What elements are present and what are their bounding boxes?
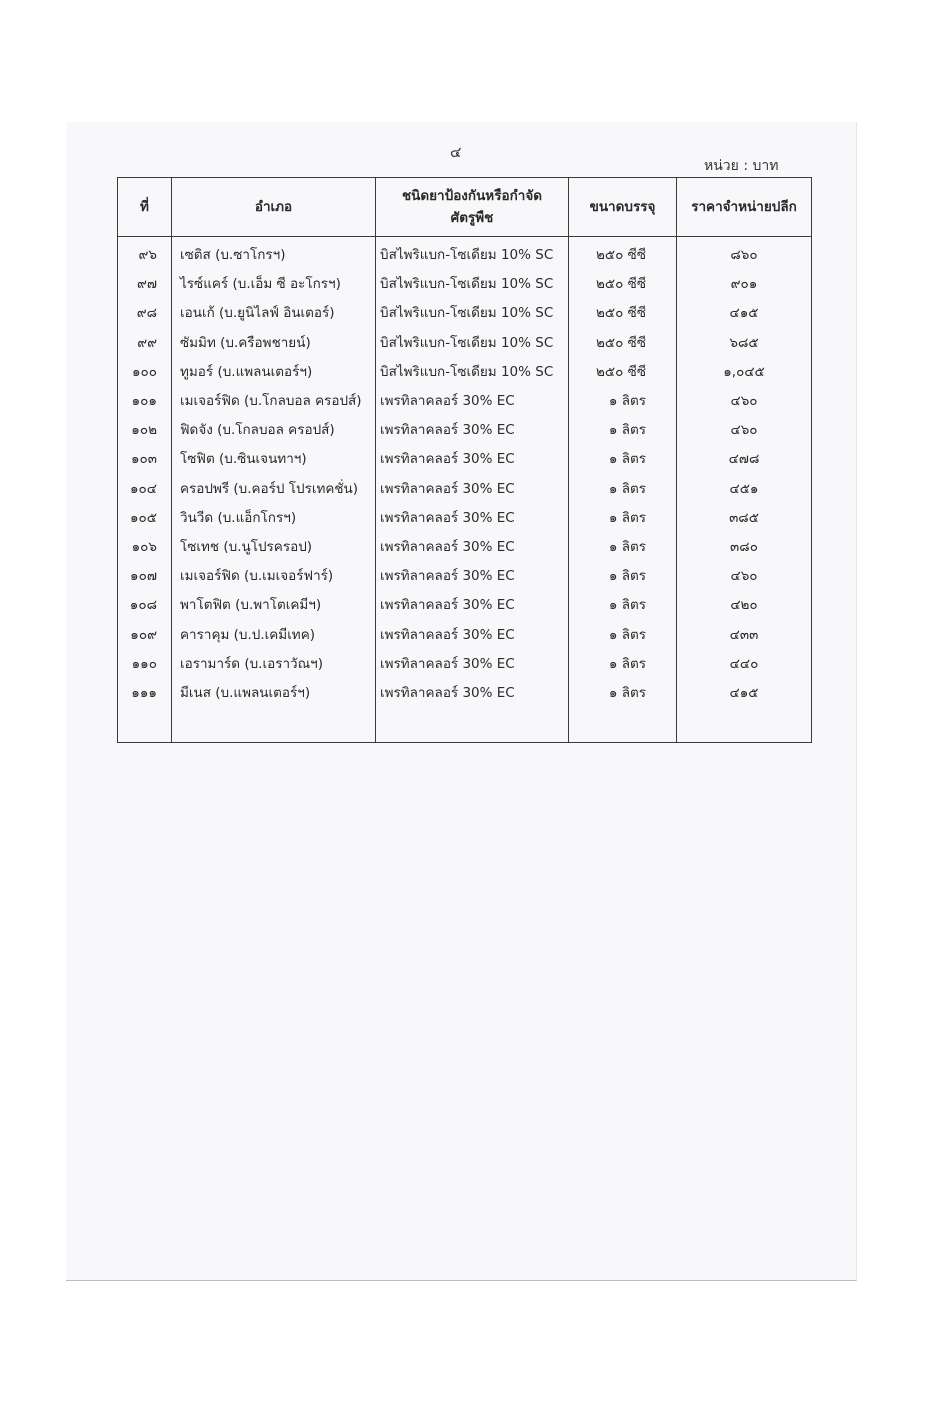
- cell-retail-price: ๔๓๓: [677, 620, 812, 649]
- cell-no: ๑๐๒: [118, 416, 172, 445]
- cell-retail-price: ๔๗๘: [677, 445, 812, 474]
- cell-package-size: ๑ ลิตร: [569, 475, 677, 504]
- cell-retail-price: ๔๖๐: [677, 562, 812, 591]
- cell-no: ๑๑๑: [118, 679, 172, 708]
- cell-active-ingredient: บิสไพริแบก-โซเดียม 10% SC: [376, 299, 569, 328]
- cell-no: ๑๐๖: [118, 533, 172, 562]
- header-retail-price: ราคาจำหน่ายปลีก: [677, 178, 812, 237]
- cell-no: ๑๑๐: [118, 650, 172, 679]
- cell-no: ๑๐๘: [118, 591, 172, 620]
- cell-active-ingredient: บิสไพริแบก-โซเดียม 10% SC: [376, 270, 569, 299]
- cell-no: ๙๗: [118, 270, 172, 299]
- unit-label: หน่วย : บาท: [704, 158, 779, 174]
- page-number: ๔: [450, 143, 462, 161]
- cell-active-ingredient: บิสไพริแบก-โซเดียม 10% SC: [376, 329, 569, 358]
- cell-trade-name: คาราคุม (บ.ป.เคมีเทค): [172, 620, 376, 649]
- cell-retail-price: ๔๒๐: [677, 591, 812, 620]
- cell-active-ingredient: เพรทิลาคลอร์ 30% EC: [376, 679, 569, 708]
- cell-retail-price: ๔๖๐: [677, 387, 812, 416]
- cell-no: ๙๙: [118, 329, 172, 358]
- cell-package-size: ๑ ลิตร: [569, 562, 677, 591]
- cell-trade-name: เมเจอร์ฟิด (บ.เมเจอร์ฟาร์): [172, 562, 376, 591]
- table-row: [118, 237, 812, 271]
- cell-active-ingredient: เพรทิลาคลอร์ 30% EC: [376, 591, 569, 620]
- cell-trade-name: พาโตฟิต (บ.พาโตเคมีฯ): [172, 591, 376, 620]
- cell-active-ingredient: เพรทิลาคลอร์ 30% EC: [376, 504, 569, 533]
- header-row: [118, 178, 812, 237]
- table-row: [118, 329, 812, 358]
- cell-trade-name: โซฟิต (บ.ซินเจนทาฯ): [172, 445, 376, 474]
- header-package-size: ขนาดบรรจุ: [569, 178, 677, 237]
- cell-trade-name: เอรามาร์ด (บ.เอราวัณฯ): [172, 650, 376, 679]
- cell-package-size: ๒๕๐ ซีซี: [569, 358, 677, 387]
- cell-package-size: ๑ ลิตร: [569, 445, 677, 474]
- cell-trade-name: เอนเก้ (บ.ยูนิไลฟ์ อินเตอร์): [172, 299, 376, 328]
- cell-no: ๙๘: [118, 299, 172, 328]
- cell-retail-price: ๖๘๕: [677, 329, 812, 358]
- cell-no: ๑๐๙: [118, 620, 172, 649]
- cell-active-ingredient: เพรทิลาคลอร์ 30% EC: [376, 562, 569, 591]
- cell-trade-name: เซติส (บ.ซาโกรฯ): [172, 237, 376, 271]
- cell-active-ingredient: เพรทิลาคลอร์ 30% EC: [376, 475, 569, 504]
- header-active-ingredient: [376, 178, 569, 237]
- blank-cell: [376, 708, 569, 743]
- table-row: [118, 416, 812, 445]
- cell-active-ingredient: บิสไพริแบก-โซเดียม 10% SC: [376, 358, 569, 387]
- cell-retail-price: ๔๑๕: [677, 679, 812, 708]
- cell-no: ๑๐๐: [118, 358, 172, 387]
- cell-trade-name: ทูมอร์ (บ.แพลนเตอร์ฯ): [172, 358, 376, 387]
- cell-active-ingredient: เพรทิลาคลอร์ 30% EC: [376, 650, 569, 679]
- blank-cell: [172, 708, 376, 743]
- cell-package-size: ๑ ลิตร: [569, 533, 677, 562]
- blank-cell: [118, 708, 172, 743]
- header-trade-name: อำเภอ: [172, 178, 376, 237]
- cell-package-size: ๑ ลิตร: [569, 504, 677, 533]
- cell-active-ingredient: เพรทิลาคลอร์ 30% EC: [376, 533, 569, 562]
- table-row: [118, 591, 812, 620]
- cell-no: ๑๐๓: [118, 445, 172, 474]
- cell-retail-price: ๙๐๑: [677, 270, 812, 299]
- cell-trade-name: ฟิดจัง (บ.โกลบอล ครอปส์): [172, 416, 376, 445]
- table-row: [118, 358, 812, 387]
- table-header: [118, 178, 812, 237]
- blank-cell: [677, 708, 812, 743]
- cell-no: ๙๖: [118, 237, 172, 271]
- cell-package-size: ๑ ลิตร: [569, 416, 677, 445]
- cell-no: ๑๐๕: [118, 504, 172, 533]
- cell-package-size: ๒๕๐ ซีซี: [569, 270, 677, 299]
- cell-active-ingredient: เพรทิลาคลอร์ 30% EC: [376, 387, 569, 416]
- cell-trade-name: ไรซ์แคร์ (บ.เอ็ม ซี อะโกรฯ): [172, 270, 376, 299]
- cell-package-size: ๒๕๐ ซีซี: [569, 329, 677, 358]
- header-no: ที่: [118, 178, 172, 237]
- table-row: [118, 679, 812, 708]
- cell-package-size: ๑ ลิตร: [569, 620, 677, 649]
- table-row: [118, 562, 812, 591]
- cell-retail-price: ๔๕๑: [677, 475, 812, 504]
- blank-cell: [569, 708, 677, 743]
- cell-trade-name: มีเนส (บ.แพลนเตอร์ฯ): [172, 679, 376, 708]
- cell-active-ingredient: เพรทิลาคลอร์ 30% EC: [376, 445, 569, 474]
- table-row: [118, 650, 812, 679]
- table-row: [118, 270, 812, 299]
- cell-package-size: ๑ ลิตร: [569, 679, 677, 708]
- table-row: [118, 445, 812, 474]
- cell-retail-price: ๔๔๐: [677, 650, 812, 679]
- cell-package-size: ๒๕๐ ซีซี: [569, 237, 677, 271]
- cell-active-ingredient: บิสไพริแบก-โซเดียม 10% SC: [376, 237, 569, 271]
- cell-retail-price: ๔๖๐: [677, 416, 812, 445]
- cell-no: ๑๐๑: [118, 387, 172, 416]
- cell-trade-name: โซเทช (บ.นูโปรครอป): [172, 533, 376, 562]
- cell-retail-price: ๔๑๕: [677, 299, 812, 328]
- header-active-ingredient-label: ชนิดยาป้องกันหรือกำจัดศัตรูพืช: [401, 188, 542, 226]
- cell-trade-name: วินวีด (บ.แอ็กโกรฯ): [172, 504, 376, 533]
- cell-trade-name: ซัมมิท (บ.ครือพชายน์): [172, 329, 376, 358]
- table-row: [118, 504, 812, 533]
- cell-retail-price: ๓๘๐: [677, 533, 812, 562]
- table-row: [118, 299, 812, 328]
- pesticide-price-table: [117, 177, 812, 743]
- cell-retail-price: ๘๖๐: [677, 237, 812, 271]
- cell-no: ๑๐๗: [118, 562, 172, 591]
- cell-package-size: ๑ ลิตร: [569, 650, 677, 679]
- cell-package-size: ๒๕๐ ซีซี: [569, 299, 677, 328]
- cell-active-ingredient: เพรทิลาคลอร์ 30% EC: [376, 416, 569, 445]
- table-blank-row: [118, 708, 812, 743]
- table-body: [118, 237, 812, 743]
- cell-trade-name: เมเจอร์ฟิด (บ.โกลบอล ครอปส์): [172, 387, 376, 416]
- cell-retail-price: ๓๘๕: [677, 504, 812, 533]
- cell-package-size: ๑ ลิตร: [569, 591, 677, 620]
- table-row: [118, 387, 812, 416]
- cell-retail-price: ๑,๐๔๕: [677, 358, 812, 387]
- cell-package-size: ๑ ลิตร: [569, 387, 677, 416]
- cell-active-ingredient: เพรทิลาคลอร์ 30% EC: [376, 620, 569, 649]
- cell-trade-name: ครอปพรี (บ.คอร์ป โปรเทคชั่น): [172, 475, 376, 504]
- cell-no: ๑๐๔: [118, 475, 172, 504]
- table-row: [118, 533, 812, 562]
- table-row: [118, 475, 812, 504]
- table-row: [118, 620, 812, 649]
